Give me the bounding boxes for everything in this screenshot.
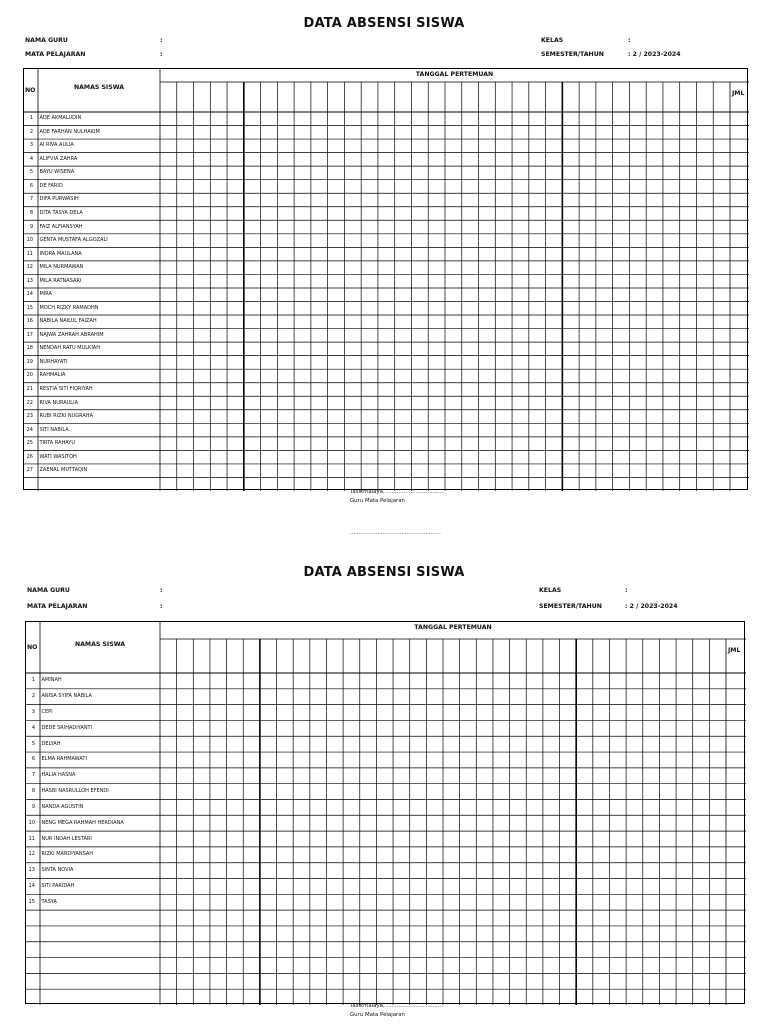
student-name: DIFA PURWASIH <box>39 196 79 203</box>
student-name: MOCH RIZKY RAMADHN <box>39 304 99 311</box>
student-name: INDRA MAULANA <box>39 250 82 257</box>
student-number: 11 <box>28 835 35 842</box>
student-name: GENTA MUSTAFA ALGOZALI <box>39 237 108 244</box>
label-kelas: KELAS <box>539 587 562 594</box>
student-number: 16 <box>26 318 33 325</box>
student-name: ELMA RAHMAWATI <box>41 756 87 763</box>
header-jml: JML <box>732 89 745 97</box>
student-name: FAIZ ALFIANSYAH <box>39 223 83 230</box>
student-number: 6 <box>29 182 33 189</box>
student-name: NANDA AGUSTIN <box>41 803 84 810</box>
student-name: SITI NABILA <box>39 426 69 433</box>
student-name: MILA RATNASARI <box>39 277 82 284</box>
footer-role: Guru Mata Pelajaran <box>350 1012 405 1018</box>
student-name: ANISA SYIFA NABILA <box>41 693 92 700</box>
student-number: 11 <box>26 250 33 257</box>
student-name: DELYAH <box>41 740 61 747</box>
student-name: ADE AKMALUDIN <box>39 115 82 122</box>
student-number: 7 <box>29 196 33 203</box>
student-name: HALIA HASNA <box>41 772 76 779</box>
student-name: RESTIA SITI FIQRIYAH <box>39 385 93 392</box>
student-name: NABILA NAILUL FAIZAH <box>39 318 97 325</box>
student-number: 22 <box>26 399 33 406</box>
student-number: 12 <box>26 264 33 271</box>
attendance-table <box>25 621 745 1004</box>
student-number: 15 <box>28 898 35 905</box>
student-name: DEDE SRIHADIYANTI <box>41 724 93 731</box>
header-jml: JML <box>728 646 741 654</box>
student-name: TIRTA RAHAYU <box>39 440 76 447</box>
student-name: CEPI <box>41 709 53 716</box>
colon: : <box>160 37 163 44</box>
student-number: 18 <box>26 345 33 352</box>
student-number: 1 <box>31 677 35 684</box>
student-number: 17 <box>26 331 33 338</box>
student-name: RIVA NURAULIA <box>39 399 78 406</box>
colon: : <box>160 51 163 58</box>
student-number: 10 <box>28 819 35 826</box>
student-number: 10 <box>26 237 33 244</box>
student-number: 14 <box>28 882 35 889</box>
student-name: NUR INDAH LESTARI <box>41 835 92 842</box>
label-nama-guru: NAMA GURU <box>27 587 70 594</box>
colon: : <box>625 587 628 594</box>
student-number: 13 <box>26 277 33 284</box>
student-name: RUBI RIZKI NUGRAHA <box>39 413 93 420</box>
student-name: SITI PARIDAH <box>41 882 75 889</box>
header-no: NO <box>25 86 36 94</box>
label-semester: SEMESTER/TAHUN <box>539 603 602 610</box>
footer-role: Guru Mata Pelajaran <box>350 498 405 504</box>
student-name: RAHMALIA <box>39 372 66 379</box>
student-name: ALIFVIA ZAHRA <box>39 155 78 162</box>
student-number: 26 <box>26 453 33 460</box>
label-mata-pelajaran: MATA PELAJARAN <box>25 51 86 58</box>
student-name: ZAENAL MUTTAQIN <box>39 467 88 474</box>
student-name: AI RIVA AULIA <box>39 142 74 149</box>
student-number: 27 <box>26 467 33 474</box>
student-name: BAYU WISENA <box>39 169 75 176</box>
header-tanggal-pertemuan: TANGGAL PERTEMUAN <box>415 70 494 78</box>
student-name: HASBI NASRULLOH EFENDI <box>41 788 109 795</box>
page-separator: ..................................................... <box>350 530 441 536</box>
student-number: 9 <box>31 803 35 810</box>
colon: : <box>628 37 631 44</box>
student-name: WATI WASITOH <box>39 453 77 460</box>
student-number: 3 <box>31 709 35 716</box>
student-number: 25 <box>26 440 33 447</box>
student-number: 15 <box>26 304 33 311</box>
colon: : <box>160 587 163 594</box>
student-number: 14 <box>26 291 33 298</box>
student-name: MIRA <box>39 291 52 298</box>
student-name: ADE FARHAN NULHAKIM <box>39 128 100 135</box>
semester-value: : 2 / 2023-2024 <box>625 603 678 610</box>
student-number: 12 <box>28 851 35 858</box>
header-tanggal-pertemuan: TANGGAL PERTEMUAN <box>414 623 492 631</box>
semester-value: : 2 / 2023-2024 <box>628 51 681 58</box>
student-number: 24 <box>26 426 33 433</box>
student-number: 8 <box>31 788 35 795</box>
label-nama-guru: NAMA GURU <box>25 37 68 44</box>
student-name: NAJWA ZAHRAH ABRAHIM <box>39 331 104 338</box>
table-grid <box>26 622 746 1005</box>
student-number: 2 <box>29 128 33 135</box>
student-number: 4 <box>31 724 35 731</box>
student-number: 9 <box>29 223 33 230</box>
student-name: MILA NURMAWAN <box>39 264 84 271</box>
footer-place-date: Tasikmalaya, .................................. <box>350 489 445 495</box>
sheet-title: DATA ABSENSI SISWA <box>303 16 465 31</box>
student-number: 21 <box>26 385 33 392</box>
student-name: DITA TASYA DELA <box>39 210 83 217</box>
student-number: 20 <box>26 372 33 379</box>
colon: : <box>160 603 163 610</box>
student-number: 8 <box>29 210 33 217</box>
student-number: 13 <box>28 867 35 874</box>
student-name: DE FARID <box>39 182 63 189</box>
label-mata-pelajaran: MATA PELAJARAN <box>27 603 88 610</box>
footer-place-date: Tasikmalaya, .................................. <box>350 1003 445 1009</box>
student-number: 1 <box>29 115 33 122</box>
student-number: 6 <box>31 756 35 763</box>
student-name: SINTA NOVIA <box>41 867 74 874</box>
student-number: 19 <box>26 358 33 365</box>
student-name: AMINAH <box>41 677 62 684</box>
sheet-title: DATA ABSENSI SISWA <box>303 565 465 580</box>
student-number: 5 <box>31 740 35 747</box>
student-name: RIZKI MARDIYANSAH <box>41 851 94 858</box>
student-number: 7 <box>31 772 35 779</box>
student-number: 2 <box>31 693 35 700</box>
student-number: 23 <box>26 413 33 420</box>
student-number: 3 <box>29 142 33 149</box>
label-semester: SEMESTER/TAHUN <box>541 51 604 58</box>
header-nama-siswa: NAMAS SISWA <box>73 83 125 91</box>
student-name: NENDAH RATU MULKIAH <box>39 345 100 352</box>
student-number: 4 <box>29 155 33 162</box>
header-nama-siswa: NAMAS SISWA <box>74 640 126 648</box>
header-no: NO <box>27 643 38 651</box>
student-number: 5 <box>29 169 33 176</box>
student-name: NURHAYATI <box>39 358 68 365</box>
student-name: TASYA <box>41 898 57 905</box>
label-kelas: KELAS <box>541 37 564 44</box>
student-name: NENG MEGA RAHMAH HERDIANA <box>41 819 124 826</box>
